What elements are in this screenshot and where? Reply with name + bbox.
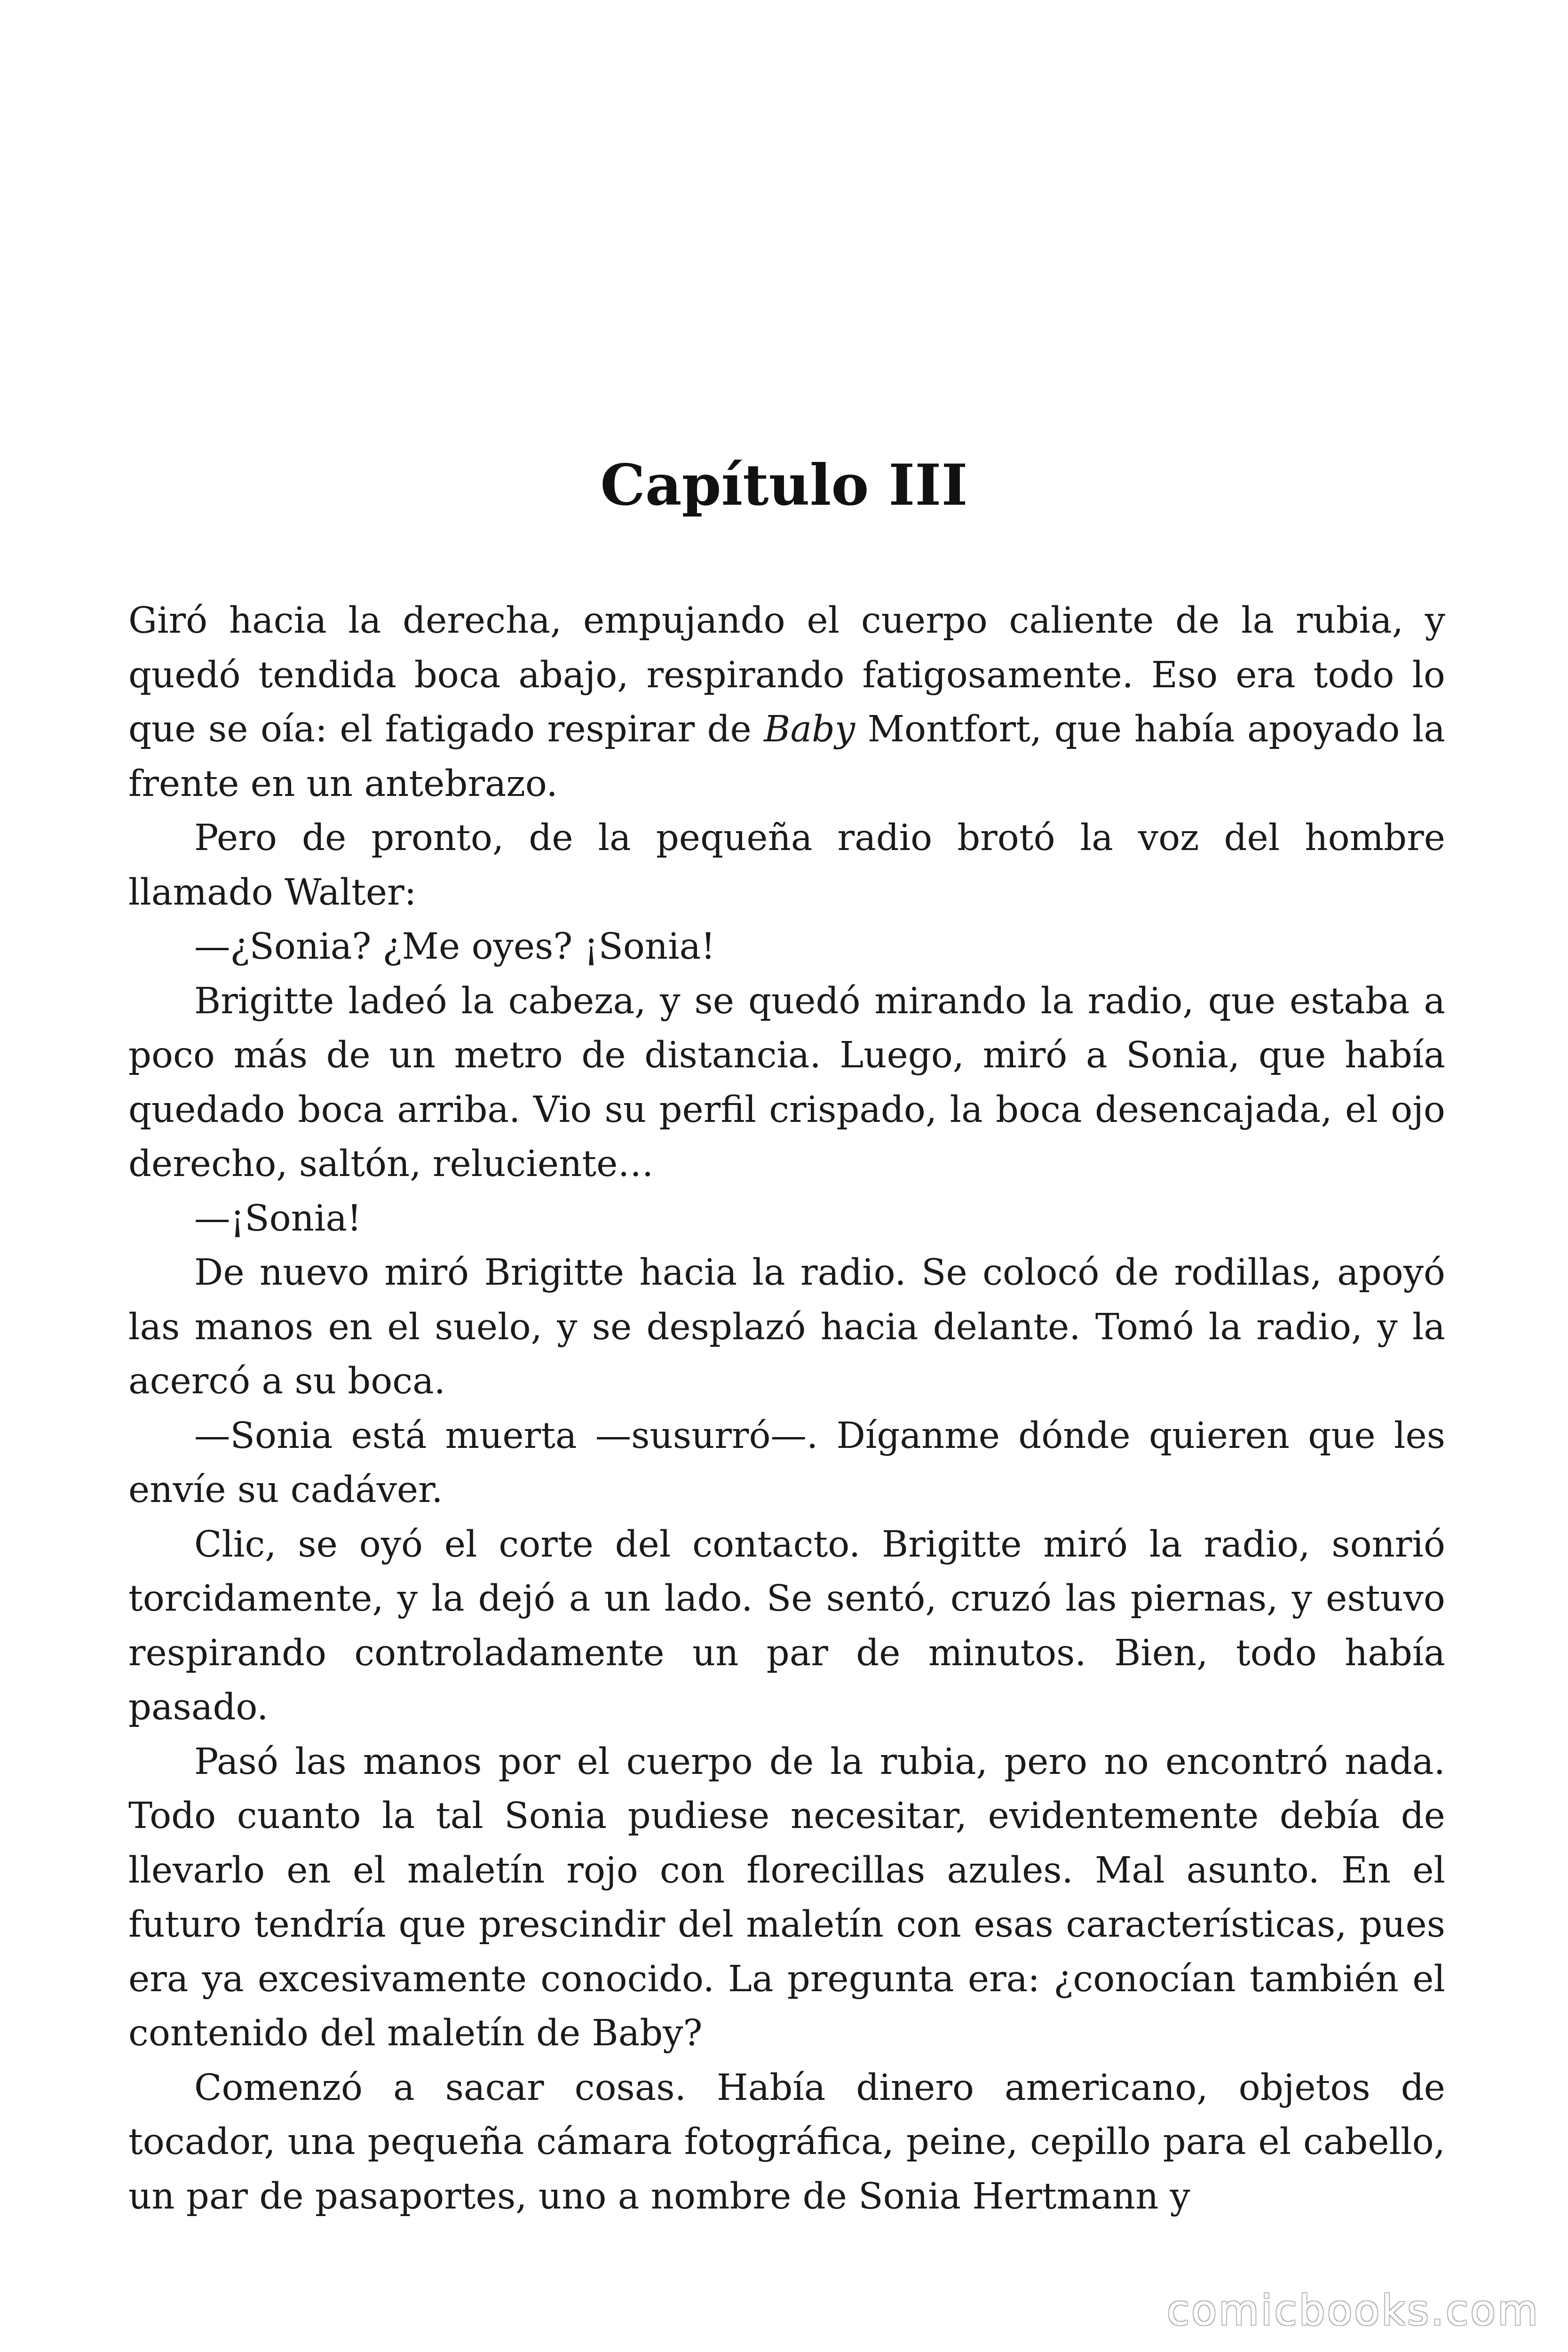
dialogue-line: —¡Sonia!: [194, 1197, 362, 1240]
paragraph: Pasó las manos por el cuerpo de la rubia, pero no encontró nada. Todo cuanto la tal Sonia pudiese necesitar, evidentemente debía de llevarlo en el maletín rojo con florecillas azules. Mal asunto. En el futuro tendría que prescindir del maletín con esas características, pues era ya excesivamente conocido. La pregunta era: ¿conocían también el contenido del maletín de Baby?: [128, 1740, 1445, 2054]
emphasized-text: Baby: [764, 708, 855, 750]
paragraph: Pero de pronto, de la pequeña radio brotó la voz del hombre llamado Walter:: [128, 817, 1445, 914]
paragraph: Brigitte ladeó la cabeza, y se quedó mirando la radio, que estaba a poco más de un metro de distancia. Luego, miró a Sonia, que había quedado boca arriba. Vio su perfil crispado, la boca desencajada, el ojo derecho, saltón, reluciente…: [128, 980, 1445, 1185]
paragraph: Comenzó a sacar cosas. Había dinero americano, objetos de tocador, una pequeña cámara fotográfica, peine, cepillo para el cabello, un par de pasaportes, uno a nombre de Sonia Hertmann y: [128, 2066, 1445, 2217]
paragraph-text: Giró hacia la derecha, empujando el cuerpo caliente de la rubia, y quedó tendida boca abajo, respirando fatigosamente. Eso era todo lo que se oía: el fatigado respirar de: [128, 600, 1445, 750]
dialogue-line: —Sonia está muerta —susurró—. Díganme dónde quieren que les envíe su cadáver.: [128, 1414, 1445, 1511]
paragraph: De nuevo miró Brigitte hacia la radio. Se colocó de rodillas, apoyó las manos en el suelo, y se desplazó hacia delante. Tomó la radio, y la acercó a su boca.: [128, 1252, 1445, 1402]
watermark: comicbooks.com: [1166, 2286, 1540, 2335]
paragraph: Clic, se oyó el corte del contacto. Brigitte miró la radio, sonrió torcidamente, y la dejó a un lado. Se sentó, cruzó las piernas, y estuvo respirando controladamente un par de minutos. Bien, todo había pasado.: [128, 1523, 1445, 1728]
chapter-body: [128, 594, 1445, 2224]
dialogue-line: —¿Sonia? ¿Me oyes? ¡Sonia!: [194, 926, 716, 968]
paragraph: [128, 594, 1445, 811]
paragraph-text: Montfort, que había apoyado la frente en un antebrazo.: [128, 708, 1445, 805]
chapter-title: Capítulo III: [600, 452, 968, 518]
